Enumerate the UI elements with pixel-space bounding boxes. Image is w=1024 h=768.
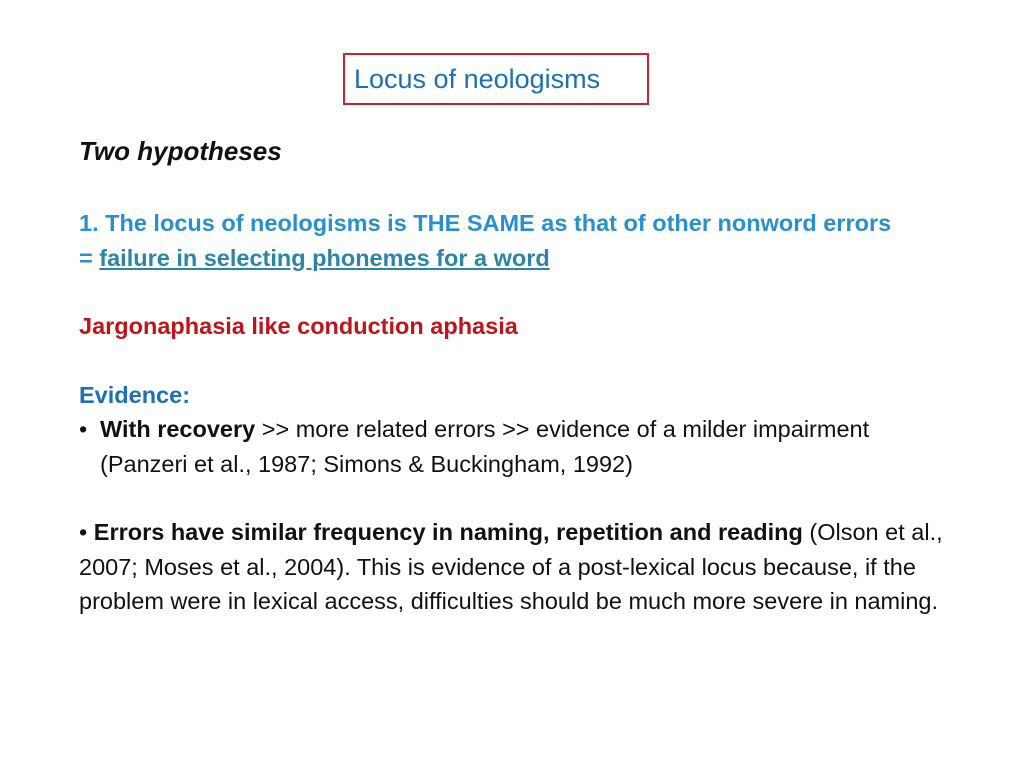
bullet-icon: • <box>79 519 88 545</box>
evidence-bullet-2 <box>79 515 959 619</box>
bullet-icon: • <box>79 416 88 442</box>
slide-title <box>343 53 649 105</box>
evidence-bullet-1 <box>79 412 959 481</box>
evidence-heading: Evidence: <box>79 381 191 408</box>
evidence-bullet-1-bold: With recovery <box>100 416 256 442</box>
hypothesis-1-equals: = <box>79 244 100 271</box>
evidence-bullet-1-text <box>100 412 959 481</box>
hypothesis-1 <box>79 206 959 275</box>
hypothesis-1-definition: failure in selecting phonemes for a word <box>99 244 550 271</box>
hypothesis-1-line1: 1. The locus of neologisms is THE SAME as that of other nonword errors <box>79 210 892 236</box>
evidence-bullet-1-rest: >> more related errors >> evidence of a milder impairment (Panzeri et al., 1987; Simons & Buckingham, 1992) <box>100 416 870 477</box>
evidence-bullet-2-rest: (Olson et al., 2007; Moses et al., 2004). This is evidence of a post-lexical locus because, if the problem were in lexical access, difficulties should be much more severe in naming. <box>79 519 943 614</box>
jargonaphasia-line: Jargonaphasia like conduction aphasia <box>79 313 518 339</box>
slide-body <box>79 134 959 619</box>
hypothesis-1-line2 <box>79 241 959 276</box>
evidence-bullet-2-bold: Errors have similar frequency in naming, repetition and reading <box>93 519 803 545</box>
slide-title-text: Locus of neologisms <box>354 63 601 94</box>
subtitle: Two hypotheses <box>79 136 282 166</box>
